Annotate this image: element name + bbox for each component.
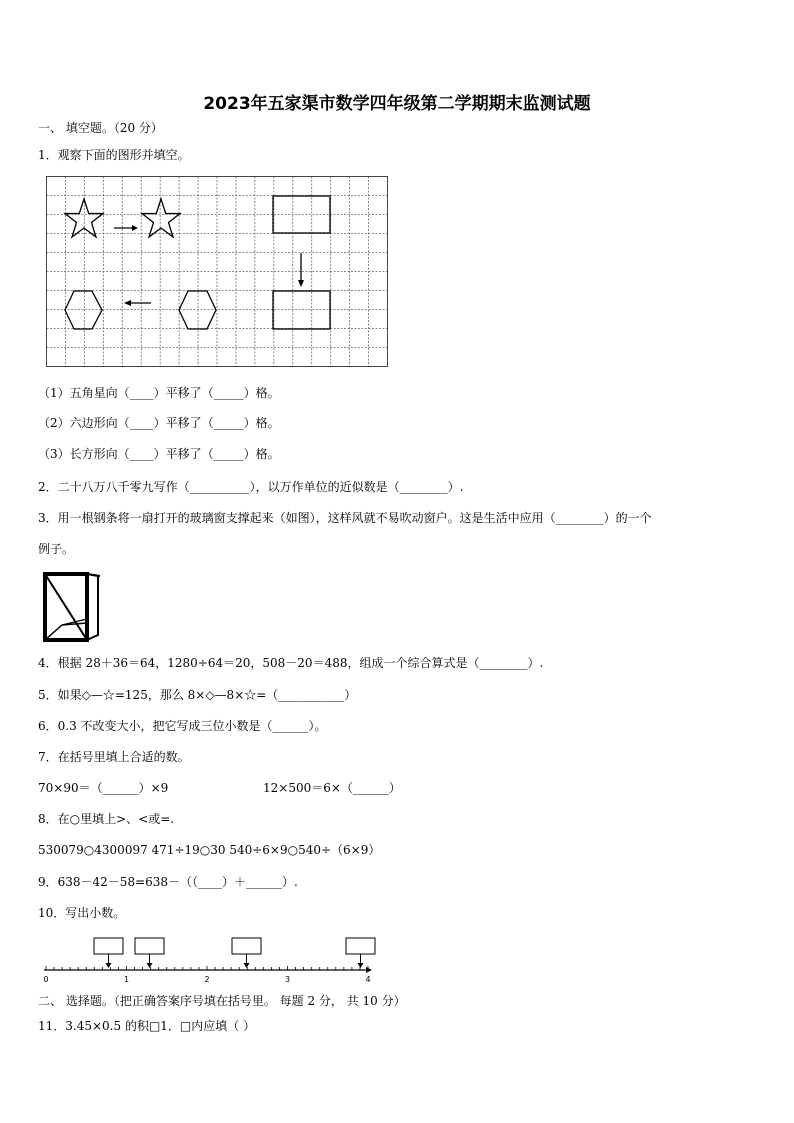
window-support-figure [42,571,104,645]
question-9: 9．638－42－58=638－（（____）＋______）. [38,875,298,889]
page-title: 2023年五家渠市数学四年级第二学期期末监测试题 [203,94,591,114]
section-2-heading: 二、 选择题。（把正确答案序号填在括号里。 每题 2 分， 共 10 分） [38,994,406,1008]
number-line-tick-label: 4 [365,975,371,984]
question-8-stem: 8．在○里填上>、<或=. [38,812,175,826]
question-7-stem: 7．在括号里填上合适的数。 [38,750,190,764]
question-6: 6．0.3 不改变大小，把它写成三位小数是（______）。 [38,719,327,733]
question-7-left: 70×90＝（______）×9 [38,781,169,795]
hexagon-shape-moved [65,291,102,329]
down-arrow-icon [298,280,304,287]
question-1-part-2: （2）六边形向（____）平移了（_____）格。 [38,416,280,430]
question-3-line-2: 例子。 [38,542,75,556]
number-line-tick-label: 1 [123,975,130,984]
question-4: 4．根据 28＋36＝64，1280÷64＝20，508－20＝488，组成一个综合算式是（________）. [38,656,544,670]
hexagon-shape-original [179,291,216,329]
number-line-tick-label: 3 [284,975,291,984]
question-1-stem: 1．观察下面的图形并填空。 [38,148,190,162]
rectangle-shape-moved [273,291,330,329]
question-2: 2．二十八万八千零九写作（__________），以万作单位的近似数是（________）. [38,480,464,494]
question-1-part-1: （1）五角星向（____）平移了（_____）格。 [38,386,280,400]
question-10-stem: 10．写出小数。 [38,906,126,920]
question-7-right: 12×500＝6×（______） [263,781,401,795]
star-shape-moved [142,199,180,237]
axis-arrow-icon [366,967,372,973]
question-8-items: 530079○4300097 471÷19○30 540÷6×9○540÷（6×9） [38,843,381,857]
left-arrow-icon [124,300,131,306]
translation-grid-figure [46,176,390,368]
number-line-tick-label: 2 [204,975,210,984]
question-3-line-1: 3．用一根钢条将一扇打开的玻璃窗支撑起来（如图），这样风就不易吹动窗户。这是生活中应用（________）的一个 [38,511,652,525]
question-1-part-3: （3）长方形向（____）平移了（_____）格。 [38,447,280,461]
right-arrow-icon [132,225,138,231]
question-11: 11．3.45×0.5 的积□1．□内应填（ ） [38,1019,256,1033]
section-1-heading: 一、 填空题。（20 分） [38,121,163,135]
number-line-figure [40,936,380,986]
number-line-tick-label: 0 [43,975,49,984]
question-5: 5．如果◇—☆=125，那么 8×◇—8×☆=（___________） [38,688,357,702]
